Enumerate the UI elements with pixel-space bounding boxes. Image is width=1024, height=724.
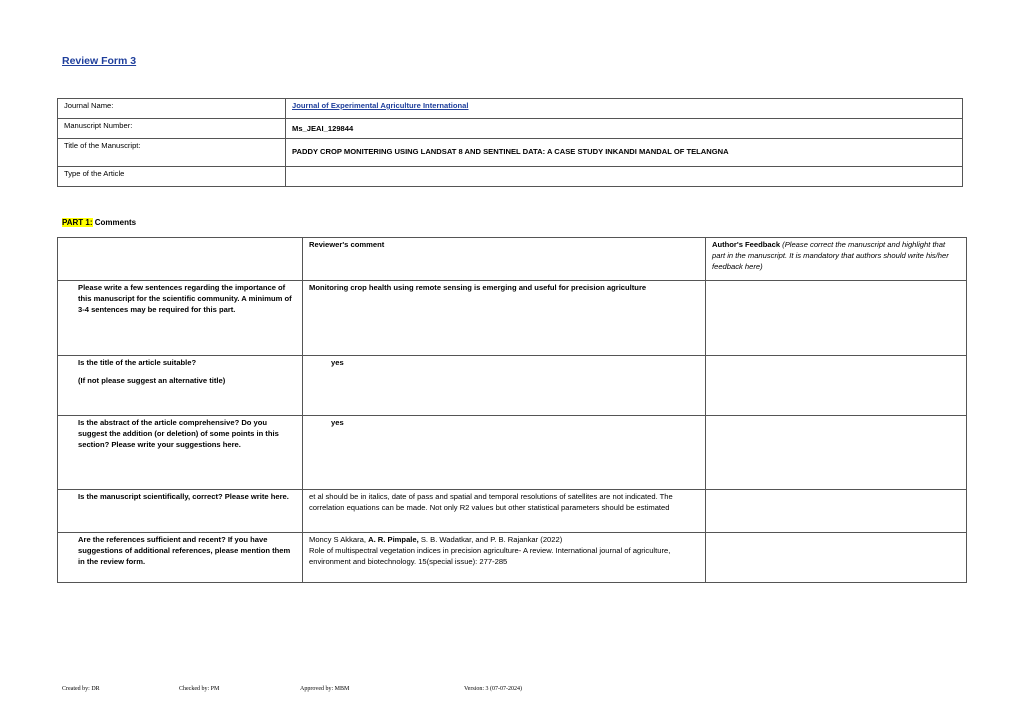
manuscript-number-row <box>58 119 963 139</box>
form-title: Review Form 3 <box>62 55 137 67</box>
manuscript-info-table <box>57 98 963 187</box>
part1-highlight: PART 1: <box>62 218 93 227</box>
article-type-label: Type of the Article <box>58 167 286 187</box>
question-references: Are the references sufficient and recent? If you have suggestions of additional references, please mention them in the review form. <box>58 533 303 583</box>
table-row <box>58 356 967 416</box>
comment-scientific[interactable]: et al should be in italics, date of pass and spatial and temporal resolutions of satellites are not indicated. The correlation equations can be made. Not only R2 values but other statistical parameters should be estimated <box>303 490 706 533</box>
comments-table <box>57 237 967 583</box>
question-title: Is the title of the article suitable? (If not please suggest an alternative title) <box>58 356 303 416</box>
question-scientific: Is the manuscript scientifically, correct? Please write here. <box>58 490 303 533</box>
question-abstract: Is the abstract of the article comprehensive? Do you suggest the addition (or deletion) of some points in this section? Please write your suggestions here. <box>58 416 303 490</box>
footer-created-by: Created by: DR <box>62 686 100 692</box>
manuscript-number-value: Ms_JEAI_129844 <box>286 119 963 139</box>
journal-row <box>58 99 963 119</box>
footer-version: Version: 3 (07-07-2024) <box>464 686 522 692</box>
journal-link[interactable]: Journal of Experimental Agriculture International <box>292 101 469 110</box>
title-value: PADDY CROP MONITERING USING LANDSAT 8 AND SENTINEL DATA: A CASE STUDY INKANDI MANDAL OF TELANGNA <box>286 139 963 167</box>
feedback-title[interactable] <box>706 356 967 416</box>
footer-approved-by: Approved by: MBM <box>300 686 350 692</box>
comment-title[interactable]: yes <box>303 356 706 416</box>
feedback-importance[interactable] <box>706 281 967 356</box>
part1-label: Comments <box>92 218 137 227</box>
article-type-row <box>58 167 963 187</box>
reviewer-comment-header: Reviewer's comment <box>303 238 706 281</box>
table-row <box>58 490 967 533</box>
article-type-value[interactable] <box>286 167 963 187</box>
manuscript-number-label: Manuscript Number: <box>58 119 286 139</box>
footer-checked-by: Checked by: PM <box>179 686 220 692</box>
table-row <box>58 281 967 356</box>
feedback-references[interactable] <box>706 533 967 583</box>
part1-heading <box>62 218 136 227</box>
comment-abstract[interactable]: yes <box>303 416 706 490</box>
comments-header-row <box>58 238 967 281</box>
journal-label: Journal Name: <box>58 99 286 119</box>
feedback-abstract[interactable] <box>706 416 967 490</box>
title-label: Title of the Manuscript: <box>58 139 286 167</box>
header-blank-cell <box>58 238 303 281</box>
table-row <box>58 533 967 583</box>
table-row <box>58 416 967 490</box>
comment-references[interactable]: Moncy S Akkara, A. R. Pimpale, S. B. Wadatkar, and P. B. Rajankar (2022) Role of multispectral vegetation indices in precision agriculture- A review. International journal of agriculture, environment and biotechnology. 15(special issue): 277-285 <box>303 533 706 583</box>
author-feedback-header: Author's Feedback (Please correct the manuscript and highlight that part in the manuscript. It is mandatory that authors should write his/her feedback here) <box>706 238 967 281</box>
feedback-scientific[interactable] <box>706 490 967 533</box>
title-row <box>58 139 963 167</box>
question-importance: Please write a few sentences regarding the importance of this manuscript for the scientific community. A minimum of 3-4 sentences may be required for this part. <box>58 281 303 356</box>
comment-importance[interactable]: Monitoring crop health using remote sensing is emerging and useful for precision agriculture <box>303 281 706 356</box>
journal-value[interactable] <box>286 99 963 119</box>
